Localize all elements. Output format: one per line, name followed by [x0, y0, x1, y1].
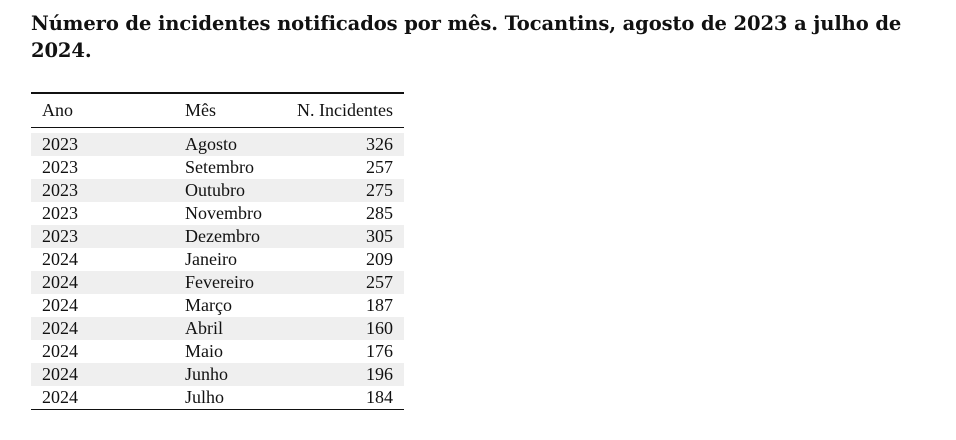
- header-mes: Mês: [185, 99, 216, 120]
- cell-n-incidentes: 160: [295, 317, 404, 340]
- cell-n-incidentes: 257: [366, 156, 393, 177]
- cell-mes: Novembro: [185, 202, 262, 223]
- cell-mes: Julho: [185, 386, 225, 407]
- cell-ano: 2024: [42, 248, 78, 269]
- cell-n-incidentes: 187: [366, 294, 393, 315]
- header-n-incidentes: N. Incidentes: [297, 99, 393, 120]
- table-row: [31, 225, 404, 248]
- cell-n-incidentes: 184: [366, 386, 393, 407]
- cell-ano: 2024: [42, 340, 78, 361]
- cell-n-incidentes: 196: [295, 363, 404, 386]
- table-row: [31, 363, 404, 386]
- cell-mes: Dezembro: [185, 225, 295, 248]
- table-row: [31, 317, 404, 340]
- header-row: [31, 94, 404, 127]
- cell-mes: Janeiro: [185, 248, 237, 269]
- cell-n-incidentes: 305: [295, 225, 404, 248]
- cell-n-incidentes: 285: [366, 202, 393, 223]
- table-row: [31, 133, 404, 156]
- cell-n-incidentes: 326: [295, 133, 404, 156]
- table-body: [31, 133, 404, 409]
- cell-ano: 2023: [42, 202, 78, 223]
- cell-ano: 2024: [31, 271, 185, 294]
- cell-n-incidentes: 275: [295, 179, 404, 202]
- cell-n-incidentes: 209: [366, 248, 393, 269]
- document-title: Número de incidentes notificados por mês. Tocantins, agosto de 2023 a julho de 2024.: [31, 12, 902, 62]
- cell-mes: Maio: [185, 340, 223, 361]
- table-row: [31, 156, 404, 179]
- table-header: [31, 94, 404, 127]
- cell-ano: 2023: [31, 225, 185, 248]
- cell-mes: Agosto: [185, 133, 295, 156]
- table-row: [31, 248, 404, 271]
- cell-ano: 2024: [42, 294, 78, 315]
- cell-ano: 2023: [31, 179, 185, 202]
- header-ano: Ano: [42, 99, 73, 120]
- cell-ano: 2023: [42, 156, 78, 177]
- cell-mes: Fevereiro: [185, 271, 295, 294]
- cell-mes: Outubro: [185, 179, 295, 202]
- cell-n-incidentes: 176: [366, 340, 393, 361]
- cell-ano: 2024: [42, 386, 78, 407]
- cell-ano: 2024: [31, 317, 185, 340]
- cell-ano: 2023: [31, 133, 185, 156]
- cell-mes: Junho: [185, 363, 295, 386]
- table-row: [31, 294, 404, 317]
- cell-ano: 2024: [31, 363, 185, 386]
- cell-mes: Abril: [185, 317, 295, 340]
- incidents-table-container: [31, 92, 404, 410]
- table-row: [31, 202, 404, 225]
- cell-mes: Março: [185, 294, 232, 315]
- incidents-table: [31, 94, 404, 127]
- incidents-table-body: [31, 133, 404, 409]
- cell-mes: Setembro: [185, 156, 254, 177]
- table-bottom-rule: [31, 409, 404, 411]
- table-row: [31, 340, 404, 363]
- cell-n-incidentes: 257: [295, 271, 404, 294]
- table-row: [31, 271, 404, 294]
- table-row: [31, 386, 404, 409]
- table-row: [31, 179, 404, 202]
